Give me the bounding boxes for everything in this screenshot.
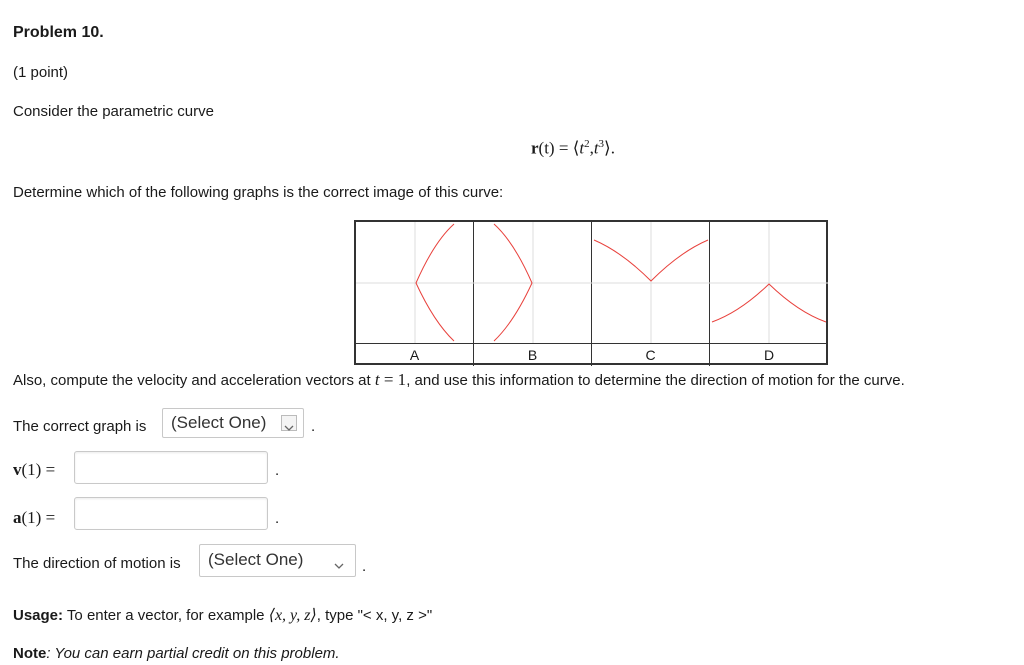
graph-choices [354,220,828,365]
acceleration-arg: (1) [21,508,42,527]
chevron-down-icon [281,415,297,431]
velocity-v: v [13,460,22,479]
problem-title: Problem 10. [13,24,104,41]
usage-line [13,605,432,625]
equation-t2: t [593,138,599,158]
acceleration-period: . [275,510,280,527]
velocity-equals: = [45,460,56,479]
problem-intro: Consider the parametric curve [13,103,214,120]
curve-equation [531,138,615,159]
equation-r: r [531,138,539,158]
graph-labels [356,343,826,366]
correct-graph-select-value: (Select One) [171,413,267,432]
graph-d [710,222,828,343]
velocity-label [13,460,55,480]
also-text-before: Also, compute the velocity and acceleration vectors at [13,372,375,389]
usage-math: ⟨x, y, z⟩ [268,607,317,624]
graph-label-a: A [356,344,474,366]
also-eq: = 1 [379,370,407,389]
acceleration-a: a [13,508,22,527]
usage-label: Usage: [13,607,64,624]
equation-open: ⟨ [572,138,580,158]
usage-text: To enter a vector, for example [63,607,269,624]
note-label: Note [13,645,47,662]
correct-graph-period: . [311,418,316,435]
direction-label: The direction of motion is [13,555,181,572]
graph-c [592,222,710,343]
graph-label-d: D [763,347,775,363]
graph-a [356,222,474,343]
direction-period: . [362,558,367,575]
correct-graph-select[interactable] [162,408,304,438]
problem-points: (1 point) [13,64,69,81]
acceleration-input[interactable] [74,497,268,530]
direction-select-value: (Select One) [208,550,304,569]
also-var: t [374,370,380,389]
equation-comma: , [589,138,594,158]
equation-close: ⟩ [604,138,611,158]
graph-b [474,222,592,343]
usage-text2: , type "< x, y, z >" [316,607,433,624]
equation-t1: t [579,138,585,158]
direction-select[interactable] [199,544,356,577]
graph-label-b: B [474,344,592,366]
acceleration-label [13,508,55,528]
correct-graph-label: The correct graph is [13,418,147,435]
also-text-after: , and use this information to determine the direction of motion for the curve. [406,372,905,389]
equation-equals: = [558,138,569,158]
graph-c-plot [592,222,710,343]
graph-d-plot [710,222,828,343]
note-text: : You can earn partial credit on this problem. [46,645,340,662]
equation-exp2: 3 [598,138,605,150]
graph-b-plot [474,222,592,343]
velocity-input[interactable] [74,451,268,484]
question-text: Determine which of the following graphs is the correct image of this curve: [13,184,504,201]
velocity-period: . [275,462,280,479]
equation-exp1: 2 [584,138,590,150]
acceleration-equals: = [45,508,56,527]
graph-a-plot [356,222,474,343]
note-line [13,645,340,662]
equation-arg: (t) [538,138,555,158]
also-text [13,370,905,390]
chevron-down-icon [332,553,348,569]
equation-period: . [610,138,615,158]
velocity-arg: (1) [21,460,42,479]
graph-label-c: C [592,344,710,366]
